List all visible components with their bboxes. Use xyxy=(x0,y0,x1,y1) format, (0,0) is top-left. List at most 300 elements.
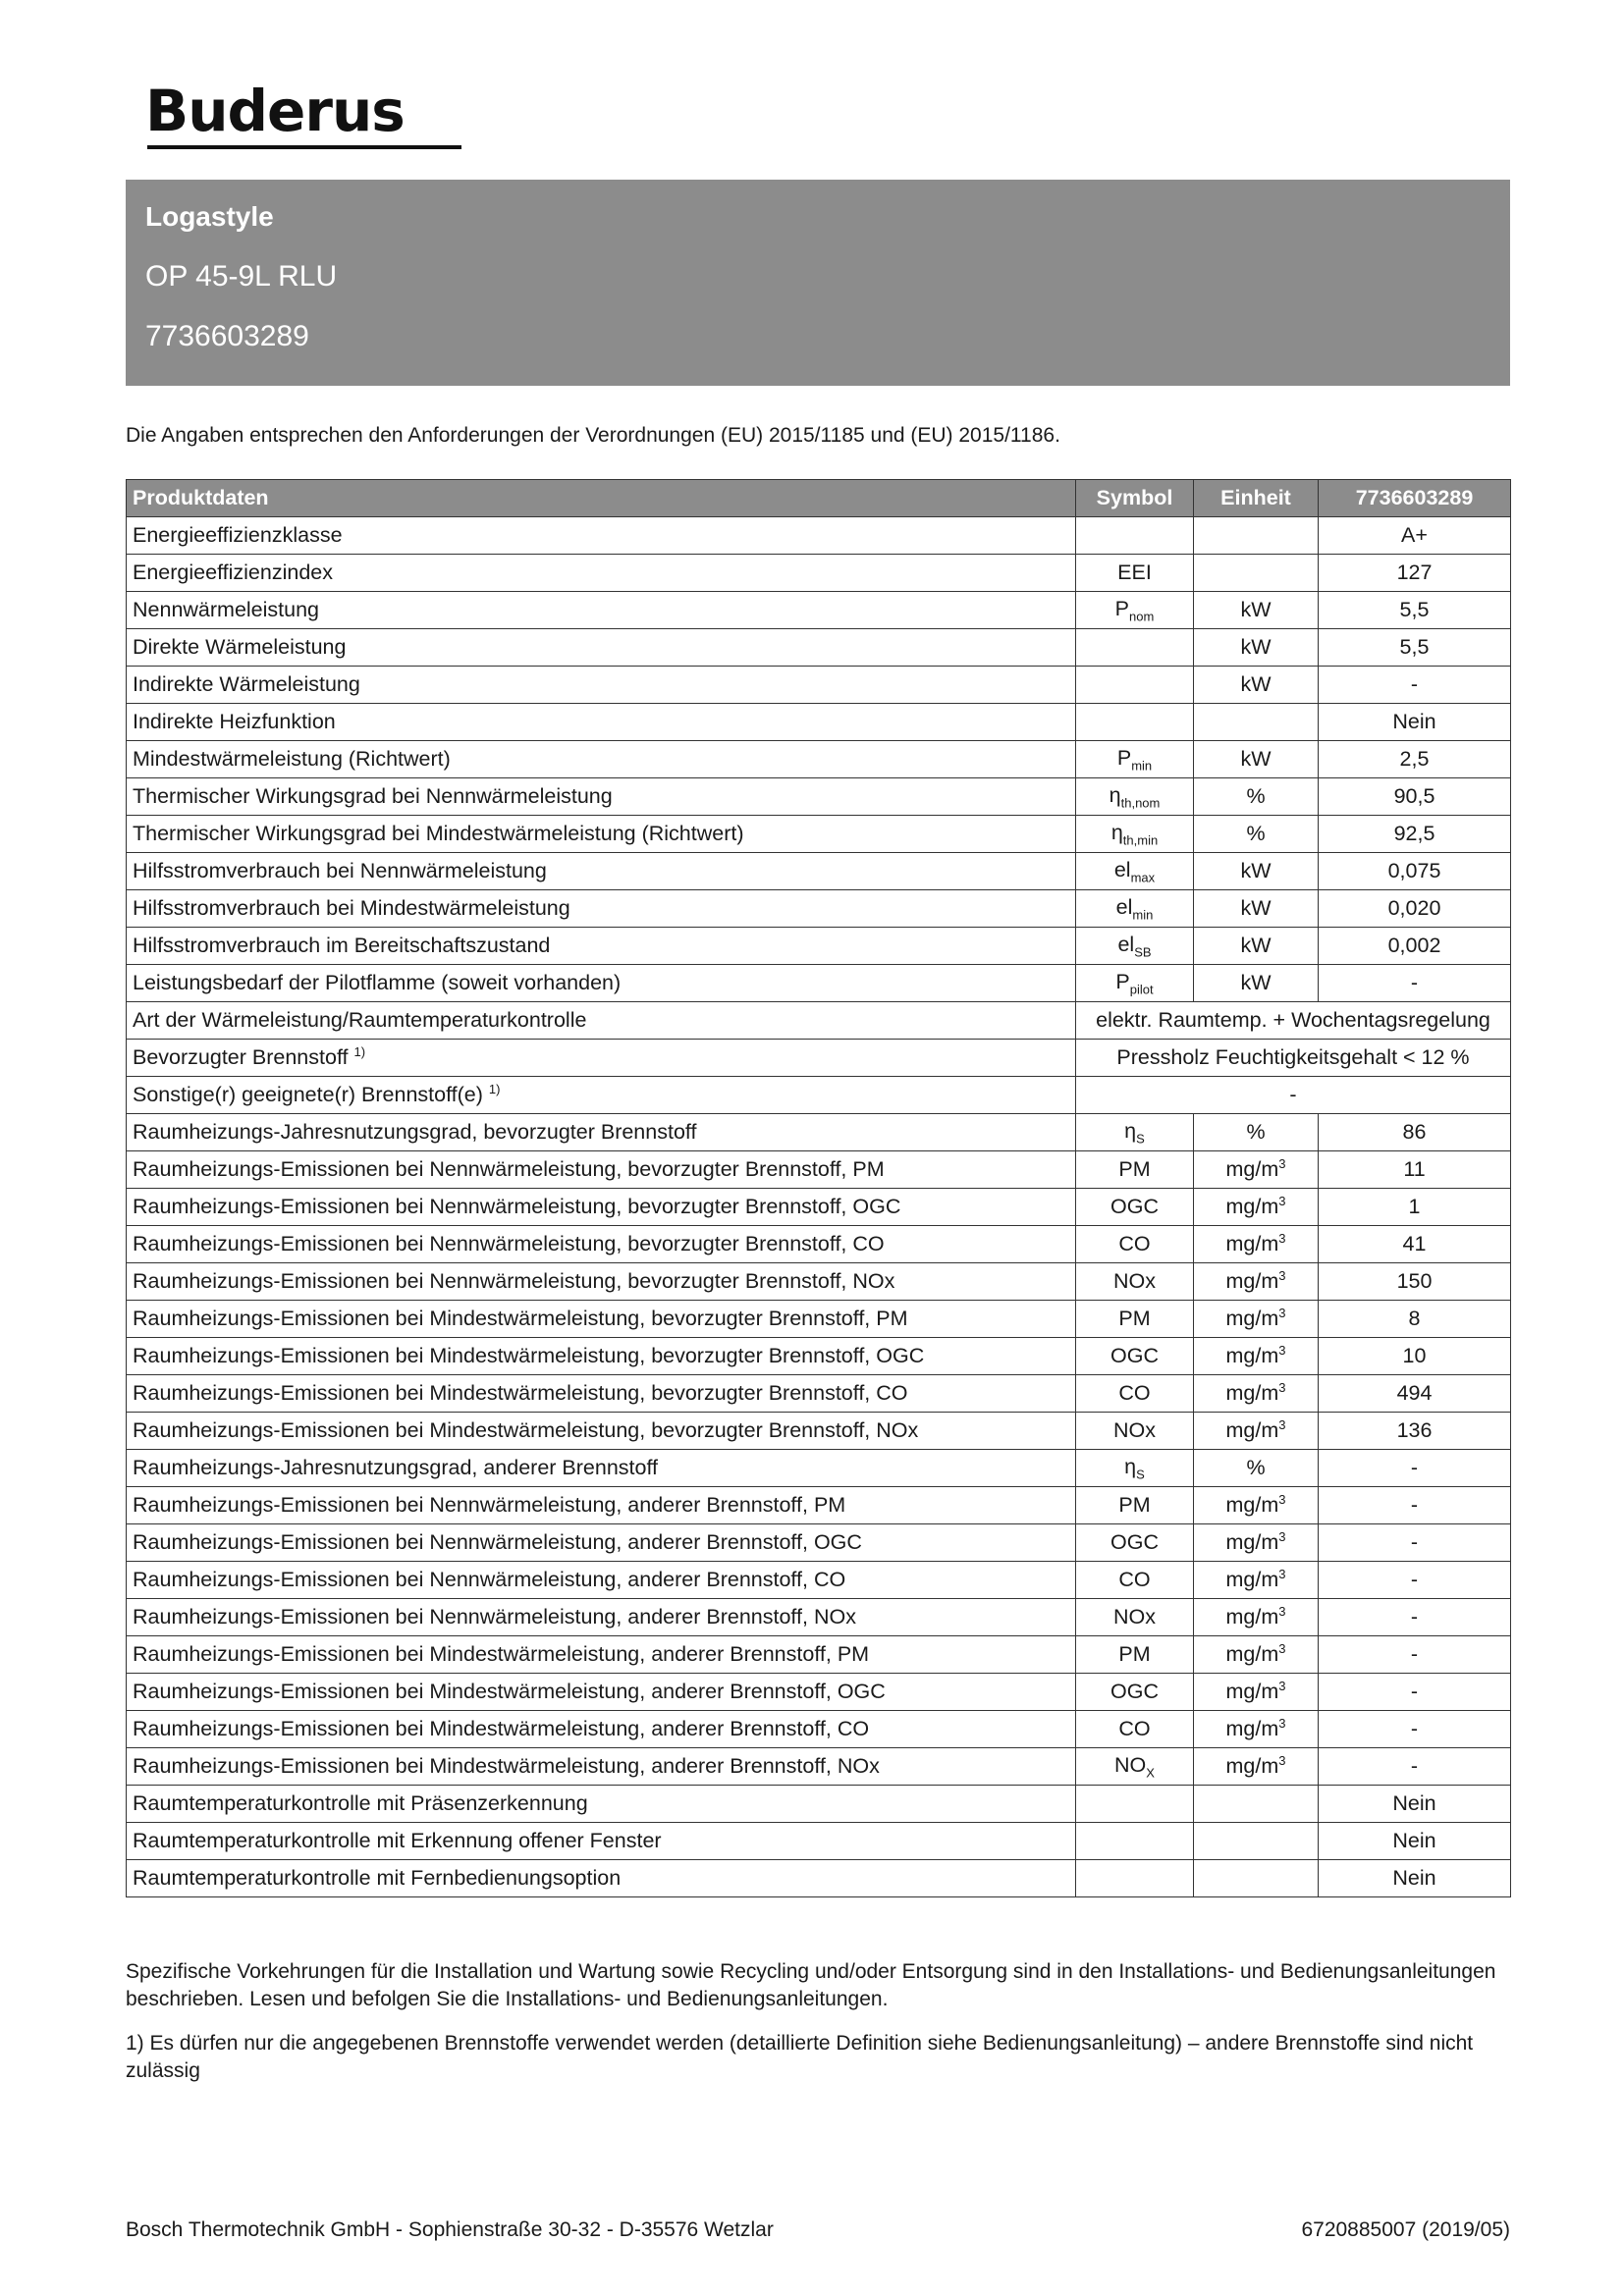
table-row xyxy=(127,1263,1511,1301)
symbol-text: PM xyxy=(1118,1307,1151,1330)
unit-text: mg/m xyxy=(1225,1232,1279,1256)
row-merged-value: elektr. Raumtemp. + Wochentagsregelung xyxy=(1076,1002,1511,1040)
header-produktdaten: Produktdaten xyxy=(127,480,1076,517)
row-label-text: Indirekte Heizfunktion xyxy=(133,710,336,733)
symbol-text: el xyxy=(1113,857,1131,881)
row-symbol xyxy=(1076,1114,1194,1151)
row-label xyxy=(127,890,1076,928)
header-article: 7736603289 xyxy=(1319,480,1511,517)
unit-text: mg/m xyxy=(1225,1680,1279,1704)
unit-superscript: 3 xyxy=(1278,1380,1286,1396)
row-label-text: Raumheizungs-Emissionen bei Mindestwärmeleistung, anderer Brennstoff, PM xyxy=(133,1642,870,1666)
table-row xyxy=(127,741,1511,778)
unit-text: mg/m xyxy=(1225,1717,1279,1741)
row-symbol xyxy=(1076,1413,1194,1450)
footer-company: Bosch Thermotechnik GmbH - Sophienstraße 30-32 - D-35576 Wetzlar xyxy=(126,2218,774,2241)
intro-text: Die Angaben entsprechen den Anforderungen der Verordnungen (EU) 2015/1185 und (EU) 2015/1186. xyxy=(126,424,1060,447)
unit-text: mg/m xyxy=(1225,1605,1279,1629)
unit-text: mg/m xyxy=(1225,1754,1279,1779)
row-value: 127 xyxy=(1319,555,1511,592)
symbol-text: PM xyxy=(1118,1642,1151,1666)
row-label-text: Raumheizungs-Emissionen bei Nennwärmeleistung, bevorzugter Brennstoff, NOx xyxy=(133,1269,895,1293)
table-row xyxy=(127,1189,1511,1226)
unit-superscript: 3 xyxy=(1278,1156,1286,1172)
row-label xyxy=(127,1301,1076,1338)
row-label-text: Hilfsstromverbrauch bei Nennwärmeleistung xyxy=(133,859,547,882)
row-merged-value: Pressholz Feuchtigkeitsgehalt < 12 % xyxy=(1076,1040,1511,1077)
table-row xyxy=(127,965,1511,1002)
footnote-marker: 1) xyxy=(353,1044,366,1060)
unit-text: mg/m xyxy=(1225,1381,1279,1406)
row-label-text: Mindestwärmeleistung (Richtwert) xyxy=(133,747,451,771)
row-label xyxy=(127,1636,1076,1674)
symbol-subscript: S xyxy=(1136,1131,1145,1147)
unit-text: kW xyxy=(1240,859,1272,882)
symbol-text: OGC xyxy=(1110,1344,1159,1367)
table-row xyxy=(127,1860,1511,1897)
row-value: 5,5 xyxy=(1319,592,1511,629)
row-value: Nein xyxy=(1319,1823,1511,1860)
row-label xyxy=(127,1002,1076,1040)
symbol-text: NOx xyxy=(1113,1269,1156,1293)
table-row xyxy=(127,1599,1511,1636)
symbol-subscript: th,nom xyxy=(1120,795,1161,811)
table-row xyxy=(127,1562,1511,1599)
symbol-text: P xyxy=(1115,969,1130,993)
row-label xyxy=(127,629,1076,667)
row-symbol xyxy=(1076,816,1194,853)
row-unit xyxy=(1194,1823,1319,1860)
row-unit xyxy=(1194,629,1319,667)
symbol-text: NOx xyxy=(1113,1605,1156,1629)
row-label-text: Energieeffizienzklasse xyxy=(133,523,343,547)
row-value: Nein xyxy=(1319,1860,1511,1897)
row-value: - xyxy=(1319,1524,1511,1562)
unit-text: kW xyxy=(1240,672,1272,696)
row-symbol xyxy=(1076,1450,1194,1487)
row-symbol xyxy=(1076,1189,1194,1226)
symbol-text: η xyxy=(1124,1118,1137,1143)
unit-text: % xyxy=(1246,1120,1266,1144)
row-value: 8 xyxy=(1319,1301,1511,1338)
symbol-text: NOx xyxy=(1113,1418,1156,1442)
row-label xyxy=(127,928,1076,965)
table-row xyxy=(127,629,1511,667)
unit-text: % xyxy=(1246,784,1266,808)
row-unit xyxy=(1194,741,1319,778)
unit-superscript: 3 xyxy=(1278,1306,1286,1321)
row-label xyxy=(127,1375,1076,1413)
symbol-text: P xyxy=(1114,596,1130,620)
row-value: 41 xyxy=(1319,1226,1511,1263)
row-label-text: Raumtemperaturkontrolle mit Fernbedienungsoption xyxy=(133,1866,622,1890)
row-unit xyxy=(1194,853,1319,890)
symbol-text: PM xyxy=(1118,1493,1151,1517)
symbol-subscript: X xyxy=(1146,1765,1155,1781)
table-row xyxy=(127,1151,1511,1189)
row-label-text: Sonstige(r) geeignete(r) Brennstoff(e) xyxy=(133,1083,483,1107)
row-symbol xyxy=(1076,778,1194,816)
row-label xyxy=(127,1487,1076,1524)
row-label xyxy=(127,517,1076,555)
row-symbol xyxy=(1076,704,1194,741)
row-value: A+ xyxy=(1319,517,1511,555)
symbol-subscript: SB xyxy=(1134,944,1152,960)
row-unit xyxy=(1194,1711,1319,1748)
unit-superscript: 3 xyxy=(1278,1417,1286,1433)
row-label xyxy=(127,555,1076,592)
row-unit xyxy=(1194,1263,1319,1301)
unit-superscript: 3 xyxy=(1278,1231,1286,1247)
row-label-text: Raumheizungs-Emissionen bei Mindestwärmeleistung, bevorzugter Brennstoff, PM xyxy=(133,1307,908,1330)
row-unit xyxy=(1194,1301,1319,1338)
row-value: - xyxy=(1319,1636,1511,1674)
table-row xyxy=(127,1077,1511,1114)
unit-superscript: 3 xyxy=(1278,1194,1286,1209)
row-symbol xyxy=(1076,1524,1194,1562)
unit-text: kW xyxy=(1240,896,1272,920)
symbol-text: NO xyxy=(1114,1752,1147,1777)
symbol-text: EEI xyxy=(1117,561,1152,584)
row-unit xyxy=(1194,1450,1319,1487)
row-value: Nein xyxy=(1319,704,1511,741)
row-label xyxy=(127,1189,1076,1226)
row-symbol xyxy=(1076,1860,1194,1897)
table-row xyxy=(127,890,1511,928)
row-value: 5,5 xyxy=(1319,629,1511,667)
row-label xyxy=(127,1450,1076,1487)
row-label xyxy=(127,1338,1076,1375)
row-label xyxy=(127,1748,1076,1786)
table-row xyxy=(127,1338,1511,1375)
unit-text: % xyxy=(1246,822,1266,845)
row-label xyxy=(127,1413,1076,1450)
table-row xyxy=(127,1413,1511,1450)
row-symbol xyxy=(1076,928,1194,965)
row-label-text: Direkte Wärmeleistung xyxy=(133,635,347,659)
row-value: 90,5 xyxy=(1319,778,1511,816)
row-symbol xyxy=(1076,1599,1194,1636)
row-label-text: Raumtemperaturkontrolle mit Erkennung offener Fenster xyxy=(133,1829,662,1852)
row-unit xyxy=(1194,1226,1319,1263)
product-model: OP 45-9L RLU xyxy=(145,260,338,293)
symbol-text: CO xyxy=(1118,1232,1151,1255)
row-symbol xyxy=(1076,1226,1194,1263)
footnote: 1) Es dürfen nur die angegebenen Brennstoffe verwendet werden (detaillierte Definition siehe Bedienungsanleitung) – andere Brennstoffe sind nicht zulässig xyxy=(126,2032,1474,2082)
unit-text: kW xyxy=(1240,747,1272,771)
row-value: 150 xyxy=(1319,1263,1511,1301)
table-body xyxy=(127,517,1511,1897)
table-row xyxy=(127,1524,1511,1562)
row-value: - xyxy=(1319,1487,1511,1524)
row-value: 1 xyxy=(1319,1189,1511,1226)
row-label-text: Raumtemperaturkontrolle mit Präsenzerkennung xyxy=(133,1791,588,1815)
product-series: Logastyle xyxy=(145,201,274,232)
row-label xyxy=(127,704,1076,741)
row-value: 2,5 xyxy=(1319,741,1511,778)
row-unit xyxy=(1194,1860,1319,1897)
table-row xyxy=(127,1823,1511,1860)
unit-text: kW xyxy=(1240,598,1272,621)
symbol-text: PM xyxy=(1118,1157,1151,1181)
row-symbol xyxy=(1076,1786,1194,1823)
table-row xyxy=(127,1114,1511,1151)
table-row xyxy=(127,1748,1511,1786)
symbol-subscript: max xyxy=(1130,870,1156,885)
row-label xyxy=(127,1524,1076,1562)
row-merged-value: - xyxy=(1076,1077,1511,1114)
row-label-text: Energieeffizienzindex xyxy=(133,561,333,584)
row-unit xyxy=(1194,555,1319,592)
unit-superscript: 3 xyxy=(1278,1641,1286,1657)
table-row xyxy=(127,1786,1511,1823)
row-label-text: Nennwärmeleistung xyxy=(133,598,320,621)
row-value: 494 xyxy=(1319,1375,1511,1413)
symbol-text: η xyxy=(1109,782,1121,807)
row-label-text: Raumheizungs-Emissionen bei Mindestwärmeleistung, anderer Brennstoff, OGC xyxy=(133,1680,886,1703)
symbol-text: OGC xyxy=(1110,1195,1159,1218)
row-symbol xyxy=(1076,592,1194,629)
symbol-subscript: min xyxy=(1132,907,1154,923)
header-symbol: Symbol xyxy=(1076,480,1194,517)
row-label xyxy=(127,1823,1076,1860)
symbol-subscript: th,min xyxy=(1122,832,1159,848)
table-row xyxy=(127,1636,1511,1674)
logo-underline xyxy=(147,145,461,149)
symbol-text: CO xyxy=(1118,1568,1151,1591)
row-unit xyxy=(1194,1524,1319,1562)
symbol-text: el xyxy=(1117,932,1135,956)
table-row xyxy=(127,853,1511,890)
unit-text: % xyxy=(1246,1456,1266,1479)
symbol-subscript: min xyxy=(1131,758,1153,774)
row-unit xyxy=(1194,1599,1319,1636)
row-label-text: Raumheizungs-Jahresnutzungsgrad, anderer Brennstoff xyxy=(133,1456,659,1479)
row-label-text: Raumheizungs-Emissionen bei Nennwärmeleistung, anderer Brennstoff, CO xyxy=(133,1568,846,1591)
row-label-text: Hilfsstromverbrauch bei Mindestwärmeleistung xyxy=(133,896,570,920)
header-einheit: Einheit xyxy=(1194,480,1319,517)
row-label-text: Raumheizungs-Emissionen bei Mindestwärmeleistung, anderer Brennstoff, NOx xyxy=(133,1754,880,1778)
article-number: 7736603289 xyxy=(145,320,309,352)
unit-superscript: 3 xyxy=(1278,1529,1286,1545)
row-symbol xyxy=(1076,1748,1194,1786)
symbol-subscript: nom xyxy=(1129,609,1155,624)
symbol-text: OGC xyxy=(1110,1530,1159,1554)
row-symbol xyxy=(1076,741,1194,778)
row-unit xyxy=(1194,1151,1319,1189)
row-unit xyxy=(1194,778,1319,816)
unit-text: mg/m xyxy=(1225,1642,1279,1667)
row-unit xyxy=(1194,1338,1319,1375)
row-label-text: Indirekte Wärmeleistung xyxy=(133,672,360,696)
row-value: Nein xyxy=(1319,1786,1511,1823)
table-header-row xyxy=(127,480,1511,517)
unit-text: mg/m xyxy=(1225,1418,1279,1443)
unit-text: mg/m xyxy=(1225,1195,1279,1219)
row-unit xyxy=(1194,517,1319,555)
unit-text: mg/m xyxy=(1225,1568,1279,1592)
table-row xyxy=(127,1040,1511,1077)
row-label xyxy=(127,853,1076,890)
row-value: - xyxy=(1319,1562,1511,1599)
row-label-text: Raumheizungs-Emissionen bei Nennwärmeleistung, anderer Brennstoff, PM xyxy=(133,1493,846,1517)
row-unit xyxy=(1194,1114,1319,1151)
row-label-text: Art der Wärmeleistung/Raumtemperaturkontrolle xyxy=(133,1008,587,1032)
unit-superscript: 3 xyxy=(1278,1679,1286,1694)
row-unit xyxy=(1194,667,1319,704)
symbol-text: el xyxy=(1115,894,1133,919)
row-label xyxy=(127,1151,1076,1189)
row-label xyxy=(127,741,1076,778)
row-label xyxy=(127,1040,1076,1077)
table-row xyxy=(127,555,1511,592)
brand-logo: Buderus xyxy=(145,78,405,144)
row-label xyxy=(127,778,1076,816)
footnote-marker: 1) xyxy=(488,1082,501,1097)
unit-superscript: 3 xyxy=(1278,1567,1286,1582)
row-unit xyxy=(1194,1748,1319,1786)
row-label xyxy=(127,1226,1076,1263)
row-label-text: Thermischer Wirkungsgrad bei Mindestwärmeleistung (Richtwert) xyxy=(133,822,744,845)
row-value: 11 xyxy=(1319,1151,1511,1189)
row-unit xyxy=(1194,816,1319,853)
row-label xyxy=(127,592,1076,629)
unit-text: kW xyxy=(1240,635,1272,659)
row-label-text: Raumheizungs-Emissionen bei Mindestwärmeleistung, bevorzugter Brennstoff, CO xyxy=(133,1381,908,1405)
row-label-text: Raumheizungs-Emissionen bei Nennwärmeleistung, bevorzugter Brennstoff, PM xyxy=(133,1157,885,1181)
table-row xyxy=(127,816,1511,853)
unit-superscript: 3 xyxy=(1278,1753,1286,1769)
installation-note: Spezifische Vorkehrungen für die Installation und Wartung sowie Recycling und/oder Entsorgung sind in den Installations- und Bedienungsanleitungen beschrieben. Lesen und befolgen Sie die Installations- und Bedienungsanleitungen. xyxy=(126,1960,1496,2010)
row-label-text: Leistungsbedarf der Pilotflamme (soweit vorhanden) xyxy=(133,971,622,994)
row-label-text: Raumheizungs-Emissionen bei Nennwärmeleistung, anderer Brennstoff, OGC xyxy=(133,1530,862,1554)
symbol-text: CO xyxy=(1118,1381,1151,1405)
row-label-text: Raumheizungs-Emissionen bei Mindestwärmeleistung, bevorzugter Brennstoff, OGC xyxy=(133,1344,925,1367)
unit-superscript: 3 xyxy=(1278,1492,1286,1508)
row-symbol xyxy=(1076,1338,1194,1375)
symbol-text: η xyxy=(1110,820,1123,844)
row-label xyxy=(127,1562,1076,1599)
unit-text: mg/m xyxy=(1225,1530,1279,1555)
row-value: - xyxy=(1319,1674,1511,1711)
row-label xyxy=(127,1599,1076,1636)
unit-text: mg/m xyxy=(1225,1269,1279,1294)
row-label xyxy=(127,1786,1076,1823)
unit-superscript: 3 xyxy=(1278,1716,1286,1732)
row-label xyxy=(127,816,1076,853)
table-row xyxy=(127,1450,1511,1487)
row-unit xyxy=(1194,1674,1319,1711)
row-label xyxy=(127,1077,1076,1114)
row-label-text: Raumheizungs-Emissionen bei Mindestwärmeleistung, bevorzugter Brennstoff, NOx xyxy=(133,1418,919,1442)
row-symbol xyxy=(1076,1301,1194,1338)
row-symbol xyxy=(1076,1487,1194,1524)
table-row xyxy=(127,778,1511,816)
row-label-text: Bevorzugter Brennstoff xyxy=(133,1045,349,1070)
row-symbol xyxy=(1076,555,1194,592)
row-symbol xyxy=(1076,965,1194,1002)
unit-text: mg/m xyxy=(1225,1493,1279,1518)
row-value: - xyxy=(1319,965,1511,1002)
footer-document-number: 6720885007 (2019/05) xyxy=(1301,2218,1510,2241)
row-symbol xyxy=(1076,1562,1194,1599)
product-data-table xyxy=(126,479,1511,1897)
row-value: 136 xyxy=(1319,1413,1511,1450)
row-label-text: Thermischer Wirkungsgrad bei Nennwärmeleistung xyxy=(133,784,613,808)
row-label xyxy=(127,1263,1076,1301)
row-label xyxy=(127,1711,1076,1748)
row-symbol xyxy=(1076,667,1194,704)
table-row xyxy=(127,1301,1511,1338)
row-label-text: Hilfsstromverbrauch im Bereitschaftszustand xyxy=(133,934,551,957)
row-unit xyxy=(1194,1786,1319,1823)
row-unit xyxy=(1194,1562,1319,1599)
row-symbol xyxy=(1076,1151,1194,1189)
table-row xyxy=(127,704,1511,741)
table-row xyxy=(127,1375,1511,1413)
row-unit xyxy=(1194,1487,1319,1524)
row-value: 86 xyxy=(1319,1114,1511,1151)
row-label xyxy=(127,1860,1076,1897)
table-row xyxy=(127,592,1511,629)
row-label xyxy=(127,965,1076,1002)
row-label-text: Raumheizungs-Jahresnutzungsgrad, bevorzugter Brennstoff xyxy=(133,1120,697,1144)
row-symbol xyxy=(1076,1823,1194,1860)
symbol-text: η xyxy=(1124,1454,1137,1478)
table-row xyxy=(127,928,1511,965)
row-unit xyxy=(1194,704,1319,741)
row-label xyxy=(127,1114,1076,1151)
row-symbol xyxy=(1076,853,1194,890)
symbol-subscript: S xyxy=(1136,1467,1145,1482)
row-symbol xyxy=(1076,1711,1194,1748)
row-unit xyxy=(1194,1413,1319,1450)
symbol-text: OGC xyxy=(1110,1680,1159,1703)
row-symbol xyxy=(1076,1375,1194,1413)
row-unit xyxy=(1194,890,1319,928)
table-row xyxy=(127,517,1511,555)
row-unit xyxy=(1194,1636,1319,1674)
unit-text: mg/m xyxy=(1225,1344,1279,1368)
unit-superscript: 3 xyxy=(1278,1604,1286,1620)
row-value: 0,075 xyxy=(1319,853,1511,890)
table-row xyxy=(127,1002,1511,1040)
row-value: - xyxy=(1319,667,1511,704)
row-unit xyxy=(1194,928,1319,965)
table-row xyxy=(127,1487,1511,1524)
symbol-text: CO xyxy=(1118,1717,1151,1740)
table-row xyxy=(127,667,1511,704)
symbol-subscript: pilot xyxy=(1129,982,1154,997)
row-unit xyxy=(1194,965,1319,1002)
row-unit xyxy=(1194,1375,1319,1413)
row-value: - xyxy=(1319,1450,1511,1487)
row-label-text: Raumheizungs-Emissionen bei Mindestwärmeleistung, anderer Brennstoff, CO xyxy=(133,1717,870,1740)
unit-text: mg/m xyxy=(1225,1307,1279,1331)
row-symbol xyxy=(1076,517,1194,555)
row-unit xyxy=(1194,1189,1319,1226)
table-row xyxy=(127,1226,1511,1263)
row-value: - xyxy=(1319,1599,1511,1636)
unit-superscript: 3 xyxy=(1278,1268,1286,1284)
row-value: 10 xyxy=(1319,1338,1511,1375)
row-label-text: Raumheizungs-Emissionen bei Nennwärmeleistung, bevorzugter Brennstoff, CO xyxy=(133,1232,885,1255)
unit-text: kW xyxy=(1240,934,1272,957)
row-symbol xyxy=(1076,629,1194,667)
unit-text: kW xyxy=(1240,971,1272,994)
product-header xyxy=(126,180,1510,386)
row-value: 92,5 xyxy=(1319,816,1511,853)
